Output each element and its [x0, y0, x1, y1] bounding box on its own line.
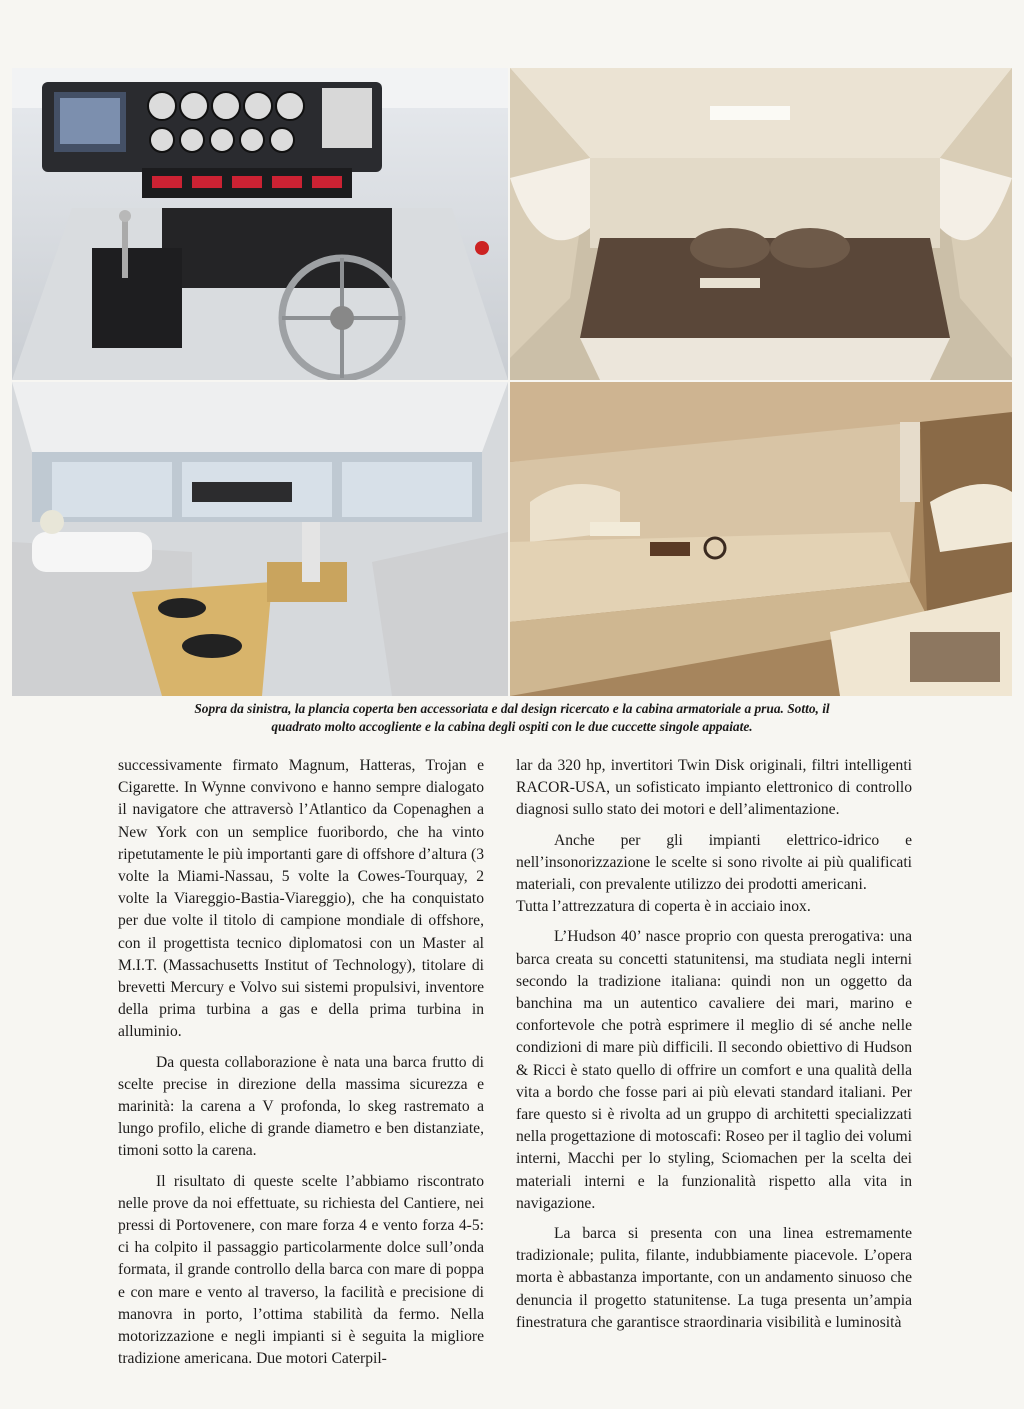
photo-caption [120, 700, 904, 736]
article-column-left [118, 755, 484, 1370]
paragraph: successivamente firmato Magnum, Hatteras, Trojan e Cigarette. In Wynne convivono e hanno sempre dialogato il navigatore che attraversò l’Atlantico da Copenaghen a New York con un semplice fuoribordo, che ha vinto ripetutamente le più importanti gare di offshore d’altura (3 volte la Miami-Nassau, 5 volte la Cowes-Tourquay, 2 volte la Viareggio-Bastia-Viareggio), che ha conquistato per due volte il titolo di campione mondiale di offshore, con il progettista tecnico diplomatosi con un Master al M.I.T. (Massachusetts Institut of Technology), titolare di brevetti Mercury e Volvo sui sistemi propulsivi, inventore della prima turbina a gas e della prima turbina in alluminio. [118, 757, 484, 1041]
caption-line-1: Sopra da sinistra, la plancia coperta ben accessoriata e dal design ricercato e la cabina armatoriale a prua. Sotto, il [194, 701, 830, 716]
paragraph: Da questa collaborazione è nata una barca frutto di scelte precise in direzione della massima sicurezza e marinità: la carena a V profonda, lo skeg rastremato a lungo profilo, eliche di grande diametro e ben distanziate, timoni sotto la carena. [118, 1053, 484, 1160]
article-column-right [516, 755, 912, 1334]
paragraph: L’Hudson 40’ nasce proprio con questa prerogativa: una barca creata su concetti statunitensi, ma studiata negli interni secondo la tradizione italiana: quindi non un oggetto da banchina ma un autentico cavaliere dei mari, marino e confortevole che potrà esprimere il meglio di sé anche nelle condizioni di mare più difficili. Il secondo obiettivo di Hudson & Ricci è stato quello di offrire un comfort e una qualità della vita a bordo che fosse pari ai più elevati standard italiani. Per fare questo si è rivolta ad un gruppo di architetti specializzati nella progettazione di motoscafi: Roseo per il taglio dei volumi interni, Macchi per lo styling, Sciomachen per la scelta dei materiali interni e la funzionalità rispetto alla vita in navigazione. [516, 928, 912, 1212]
paragraph: Il risultato di queste scelte l’abbiamo riscontrato nelle prove da noi effettuate, su richiesta del Cantiere, nei pressi di Portovenere, con mare forza 4 e vento forza 4-5: ci ha colpito il passaggio particolarmente dolce sull’onda formata, il grande controllo della barca con mare di poppa e con mare e vento al traverso, la facilità e precisione di manovra in porto, l’ottima stabilità da fermo. Nella motorizzazione e negli impianti si è seguita la migliore tradizione americana. Due motori Caterpil- [118, 1172, 484, 1368]
caption-line-2: quadrato molto accogliente e la cabina degli ospiti con le due cuccette singole appaiate. [271, 719, 753, 734]
photo-owner-cabin [510, 68, 1012, 380]
paragraph: Anche per gli impianti elettrico-idrico e nell’insonorizzazione le scelte si sono rivolte ai più qualificati materiali, con prevalente utilizzo dei prodotti americani. [516, 831, 912, 894]
paragraph: lar da 320 hp, invertitori Twin Disk originali, filtri intelligenti RACOR-USA, un sofisticato impianto elettronico di controllo diagnosi sullo stato dei motori e dell’alimentazione. [516, 757, 912, 819]
paragraph: La barca si presenta con una linea estremamente tradizionale; pulita, filante, indubbiamente piacevole. L’opera morta è abbastanza importante, con un andamento sinuoso che denuncia il progetto statunitense. La tuga presenta un’ampia finestratura che garantisce straordinaria visibilità e luminosità [516, 1225, 912, 1331]
photo-helm-station [12, 68, 508, 380]
photo-saloon [12, 382, 508, 696]
photo-grid [12, 68, 1012, 696]
paragraph: Tutta l’attrezzatura di coperta è in acciaio inox. [516, 898, 811, 916]
photo-guest-cabin [510, 382, 1012, 696]
